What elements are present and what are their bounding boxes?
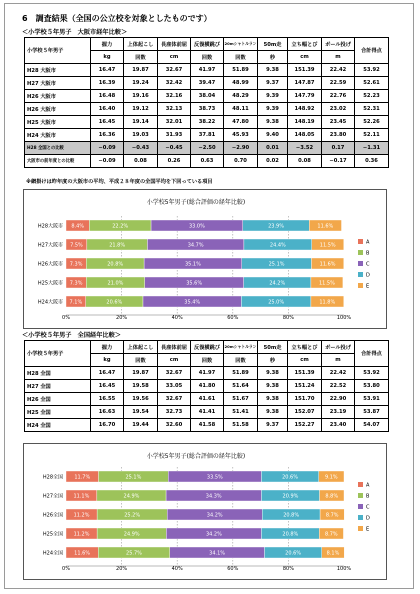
legend-label: E: [366, 526, 370, 533]
header-row: [25, 341, 389, 354]
row-label: H24 全国: [25, 419, 91, 432]
legend-swatch-E: [358, 526, 363, 531]
table-cell: 53.80: [355, 380, 389, 393]
table-cell: 32.60: [158, 419, 191, 432]
header-row: [25, 38, 389, 51]
table-row: [25, 116, 389, 129]
table-cell: 0.17: [322, 142, 355, 155]
segment-value-label: 24.4%: [269, 242, 286, 249]
table-cell: 152.27: [288, 419, 322, 432]
legend-label: A: [366, 239, 370, 246]
segment-value-label: 20.6%: [282, 474, 299, 481]
unit-cell: kg: [91, 354, 124, 367]
row-label: H27 大阪市: [25, 77, 91, 90]
table-cell: −2.50: [191, 142, 224, 155]
column-header: 50m走: [258, 38, 288, 51]
segment-value-label: 20.8%: [107, 261, 124, 268]
table-cell: 147.87: [288, 77, 322, 90]
category-label: H24大阪市: [37, 299, 63, 306]
table-cell: 19.56: [124, 393, 158, 406]
table-row: [25, 380, 389, 393]
table-cell: 19.54: [124, 406, 158, 419]
segment-value-label: 9.1%: [324, 474, 338, 481]
category-label: H28大阪市: [37, 223, 63, 230]
category-label: H24全国: [42, 550, 63, 557]
table-cell: 16.45: [91, 116, 124, 129]
unit-cell: cm: [288, 354, 322, 367]
table-cell: 32.67: [158, 367, 191, 380]
category-label: H25大阪市: [37, 280, 63, 287]
table-cell: 9.38: [258, 406, 288, 419]
segment-value-label: 25.1%: [268, 261, 285, 268]
table-cell: 9.38: [258, 393, 288, 406]
table-cell: 48.99: [224, 77, 258, 90]
column-header: 反復横跳び: [191, 38, 224, 51]
table-cell: 32.67: [158, 393, 191, 406]
chart-title: 小学校5年男子(総合評価の経年比較): [146, 453, 246, 460]
segment-value-label: 8.7%: [324, 531, 338, 538]
x-axis-tick-label: 80%: [282, 566, 294, 572]
table-cell: 48.11: [224, 103, 258, 116]
osaka-yearly-table: [24, 37, 389, 168]
x-axis-tick-label: 60%: [227, 566, 239, 572]
table-cell: 51.67: [224, 393, 258, 406]
segment-value-label: 22.2%: [112, 223, 129, 230]
segment-value-label: 11.7%: [74, 474, 91, 481]
segment-value-label: 34.2%: [206, 512, 223, 519]
segment-value-label: 25.2%: [124, 512, 141, 519]
table-cell: 31.93: [158, 129, 191, 142]
table-cell: 151.39: [288, 64, 322, 77]
column-header: 20mシャトルラン: [224, 341, 258, 354]
table-cell: 0.08: [288, 155, 322, 168]
table-cell: 16.70: [91, 419, 124, 432]
row-label: H25 全国: [25, 406, 91, 419]
table-cell: 22.90: [322, 393, 355, 406]
segment-value-label: 11.6%: [319, 261, 336, 268]
table-cell: 41.97: [191, 64, 224, 77]
unit-cell: m: [322, 354, 355, 367]
table-corner-label: 小学校５年男子: [25, 38, 91, 64]
segment-value-label: 20.6%: [106, 299, 123, 306]
row-label: H28 大阪市: [25, 64, 91, 77]
table-cell: 148.19: [288, 116, 322, 129]
segment-value-label: 21.0%: [107, 280, 124, 287]
x-axis-tick-label: 100%: [336, 566, 352, 572]
table-cell: 19.44: [124, 419, 158, 432]
table-cell: 32.13: [158, 103, 191, 116]
segment-value-label: 24.9%: [123, 531, 140, 538]
table-cell: 32.42: [158, 77, 191, 90]
segment-value-label: 8.1%: [326, 550, 340, 557]
unit-cell: kg: [91, 51, 124, 64]
segment-value-label: 7.3%: [69, 280, 83, 287]
chart-title: 小学校5年男子(総合評価の経年比較): [146, 199, 246, 206]
table-cell: 22.42: [322, 64, 355, 77]
row-label: H27 全国: [25, 380, 91, 393]
table-cell: 32.01: [158, 116, 191, 129]
segment-value-label: 8.8%: [325, 493, 339, 500]
table-cell: 33.05: [158, 380, 191, 393]
table-cell: 52.61: [355, 77, 389, 90]
table-cell: 23.02: [322, 103, 355, 116]
category-label: H27大阪市: [37, 242, 63, 249]
table-cell: 53.91: [355, 393, 389, 406]
table-row: [25, 64, 389, 77]
column-header: 立ち幅とび: [288, 38, 322, 51]
table-cell: 41.97: [191, 367, 224, 380]
segment-value-label: 11.6%: [317, 223, 334, 230]
table-cell: 16.36: [91, 129, 124, 142]
page-title: 6 調査結果（全国の公立校を対象としたものです）: [22, 14, 212, 23]
category-label: H28全国: [42, 474, 63, 481]
chart1-svg: [24, 190, 386, 328]
category-label: H27全国: [42, 493, 63, 500]
table-cell: 53.87: [355, 406, 389, 419]
segment-value-label: 24.2%: [269, 280, 286, 287]
category-label: H25全国: [42, 531, 63, 538]
table-cell: 51.41: [224, 406, 258, 419]
column-header: 長座体前屈: [158, 341, 191, 354]
legend-label: D: [366, 515, 370, 522]
table-row: [25, 103, 389, 116]
table-cell: 9.38: [258, 380, 288, 393]
table-row: [25, 367, 389, 380]
table-cell: 16.39: [91, 77, 124, 90]
table-cell: 151.24: [288, 380, 322, 393]
table-cell: 0.63: [191, 155, 224, 168]
table-cell: 16.55: [91, 393, 124, 406]
table-cell: 0.08: [124, 155, 158, 168]
legend-swatch-C: [358, 504, 363, 509]
column-header: ボール投げ: [322, 341, 355, 354]
table-row: [25, 142, 389, 155]
x-axis-tick-label: 0%: [62, 315, 70, 321]
column-header: 上体起こし: [124, 38, 158, 51]
table-cell: 19.12: [124, 103, 158, 116]
category-label: H26大阪市: [37, 261, 63, 268]
table-cell: −0.43: [124, 142, 158, 155]
table-cell: 9.39: [258, 103, 288, 116]
table-row: [25, 406, 389, 419]
table-cell: 51.58: [224, 419, 258, 432]
table-cell: 54.07: [355, 419, 389, 432]
unit-cell: 秒: [258, 354, 288, 367]
table-cell: 52.31: [355, 103, 389, 116]
table-cell: 19.14: [124, 116, 158, 129]
segment-value-label: 33.0%: [188, 223, 205, 230]
legend-swatch-A: [358, 482, 363, 487]
segment-value-label: 11.5%: [318, 280, 335, 287]
segment-value-label: 7.3%: [69, 261, 83, 268]
column-header: 立ち幅とび: [288, 341, 322, 354]
segment-value-label: 8.7%: [325, 512, 339, 519]
x-axis-tick-label: 80%: [282, 315, 294, 321]
segment-value-label: 35.4%: [184, 299, 201, 306]
table-cell: 147.79: [288, 90, 322, 103]
table-cell: 151.39: [288, 367, 322, 380]
table-cell: 0.01: [258, 142, 288, 155]
table-row: [25, 90, 389, 103]
shading-note: ※網掛けは昨年度の大阪市の平均、平成２８年度の全国平均を下回っている項目: [26, 179, 213, 185]
column-header: ボール投げ: [322, 38, 355, 51]
table-row: [25, 129, 389, 142]
legend-swatch-D: [358, 515, 363, 520]
table-cell: 45.93: [224, 129, 258, 142]
table-cell: −2.90: [224, 142, 258, 155]
legend-label: B: [366, 493, 370, 500]
row-label: H26 大阪市: [25, 103, 91, 116]
segment-value-label: 7.1%: [69, 299, 83, 306]
row-label: H28 全国との比較: [25, 142, 91, 155]
table-cell: 38.73: [191, 103, 224, 116]
x-axis-tick-label: 20%: [116, 315, 128, 321]
table-cell: 16.48: [91, 90, 124, 103]
table-cell: 9.37: [258, 419, 288, 432]
unit-cell: cm: [158, 51, 191, 64]
table-cell: 47.80: [224, 116, 258, 129]
table-cell: 9.38: [258, 116, 288, 129]
segment-value-label: 35.6%: [186, 280, 203, 287]
table-cell: 19.87: [124, 367, 158, 380]
segment-value-label: 20.8%: [282, 531, 299, 538]
x-axis-tick-label: 40%: [171, 315, 183, 321]
table-cell: 32.73: [158, 406, 191, 419]
table-cell: 9.38: [258, 64, 288, 77]
table-cell: 51.89: [224, 367, 258, 380]
table-cell: −0.17: [322, 155, 355, 168]
unit-cell: 回数: [224, 51, 258, 64]
segment-value-label: 11.5%: [319, 242, 336, 249]
row-label: H28 全国: [25, 367, 91, 380]
legend-swatch-C: [358, 261, 363, 266]
segment-value-label: 25.0%: [268, 299, 285, 306]
legend-label: E: [366, 283, 370, 290]
row-label: 大阪市の前年度との比較: [25, 155, 91, 168]
segment-value-label: 35.1%: [184, 261, 201, 268]
table-cell: 22.52: [322, 380, 355, 393]
segment-value-label: 25.7%: [126, 550, 142, 557]
table-cell: 37.81: [191, 129, 224, 142]
unit-cell: m: [322, 51, 355, 64]
unit-cell: 回数: [191, 51, 224, 64]
segment-value-label: 34.3%: [205, 493, 222, 500]
table-cell: 32.67: [158, 64, 191, 77]
table-cell: 9.39: [258, 90, 288, 103]
table-cell: 22.76: [322, 90, 355, 103]
table-cell: 52.23: [355, 90, 389, 103]
table-cell: 22.59: [322, 77, 355, 90]
table1-section-title: ＜小学校５年男子 大阪市経年比較＞: [22, 29, 128, 36]
table-cell: 16.47: [91, 367, 124, 380]
segment-value-label: 11.6%: [74, 550, 91, 557]
table-cell: 51.89: [224, 64, 258, 77]
segment-value-label: 11.2%: [73, 531, 90, 538]
table-cell: 152.07: [288, 406, 322, 419]
table-cell: −0.09: [91, 155, 124, 168]
legend-label: D: [366, 272, 370, 279]
table-cell: 41.61: [191, 393, 224, 406]
table-row: [25, 393, 389, 406]
table-cell: −3.52: [288, 142, 322, 155]
national-rating-chart: [23, 443, 387, 580]
x-axis-tick-label: 60%: [227, 315, 239, 321]
table-row: [25, 155, 389, 168]
legend-swatch-E: [358, 283, 363, 288]
unit-cell: 回数: [124, 354, 158, 367]
column-header: 握力: [91, 341, 124, 354]
row-label: H26 大阪市: [25, 90, 91, 103]
table-cell: 52.11: [355, 129, 389, 142]
unit-cell: 回数: [224, 354, 258, 367]
legend-label: A: [366, 482, 370, 489]
unit-cell: 回数: [124, 51, 158, 64]
unit-cell: 秒: [258, 51, 288, 64]
table-cell: 23.45: [322, 116, 355, 129]
column-header: 長座体前屈: [158, 38, 191, 51]
table-cell: 0.02: [258, 155, 288, 168]
table-cell: 151.70: [288, 393, 322, 406]
legend-swatch-B: [358, 250, 363, 255]
table-cell: 148.92: [288, 103, 322, 116]
unit-cell: cm: [158, 354, 191, 367]
table-cell: 16.47: [91, 64, 124, 77]
table-cell: −0.45: [158, 142, 191, 155]
column-header: 20mシャトルラン: [224, 38, 258, 51]
segment-value-label: 23.9%: [268, 223, 284, 230]
table-cell: 9.40: [258, 129, 288, 142]
national-yearly-table: [24, 340, 389, 432]
segment-value-label: 7.5%: [70, 242, 83, 249]
table-cell: 148.05: [288, 129, 322, 142]
segment-value-label: 34.1%: [209, 550, 226, 557]
x-axis-tick-label: 0%: [62, 566, 70, 572]
table-cell: 16.63: [91, 406, 124, 419]
column-header: 上体起こし: [124, 341, 158, 354]
table-cell: 23.80: [322, 129, 355, 142]
segment-value-label: 34.2%: [205, 531, 222, 538]
table-cell: 48.29: [224, 90, 258, 103]
table-cell: 0.70: [224, 155, 258, 168]
legend-swatch-A: [358, 239, 363, 244]
segment-value-label: 34.7%: [187, 242, 204, 249]
table-cell: 0.36: [355, 155, 389, 168]
table-cell: 22.42: [322, 367, 355, 380]
row-label: H24 大阪市: [25, 129, 91, 142]
x-axis-tick-label: 20%: [116, 566, 128, 572]
table2-section-title: ＜小学校５年男子 全国経年比較＞: [22, 332, 121, 339]
segment-value-label: 33.5%: [206, 474, 223, 481]
column-header: 50m走: [258, 341, 288, 354]
column-header: 握力: [91, 38, 124, 51]
row-label: H26 全国: [25, 393, 91, 406]
segment-value-label: 11.2%: [73, 512, 90, 519]
segment-value-label: 8.4%: [71, 223, 85, 230]
segment-value-label: 24.9%: [123, 493, 140, 500]
chart2-svg: [24, 444, 386, 579]
table-cell: 32.16: [158, 90, 191, 103]
table-cell: 41.41: [191, 406, 224, 419]
osaka-rating-chart: [23, 189, 387, 329]
column-header: 合計得点: [355, 38, 389, 64]
segment-value-label: 11.1%: [73, 493, 90, 500]
table-cell: 39.47: [191, 77, 224, 90]
x-axis-tick-label: 40%: [171, 566, 183, 572]
table-cell: 19.87: [124, 64, 158, 77]
table-cell: −1.31: [355, 142, 389, 155]
row-label: H25 大阪市: [25, 116, 91, 129]
column-header: 合計得点: [355, 341, 389, 367]
table-cell: 16.45: [91, 380, 124, 393]
table-cell: −0.09: [91, 142, 124, 155]
table-cell: 9.37: [258, 77, 288, 90]
table-cell: 19.16: [124, 90, 158, 103]
segment-value-label: 20.6%: [285, 550, 302, 557]
segment-value-label: 11.8%: [319, 299, 336, 306]
table-cell: 53.92: [355, 64, 389, 77]
table-cell: 19.24: [124, 77, 158, 90]
table-cell: 9.38: [258, 367, 288, 380]
legend-label: C: [366, 504, 370, 511]
table-cell: 0.26: [158, 155, 191, 168]
unit-cell: 回数: [191, 354, 224, 367]
category-label: H26全国: [42, 512, 63, 519]
x-axis-tick-label: 100%: [336, 315, 352, 321]
table-cell: 53.92: [355, 367, 389, 380]
table-cell: 23.19: [322, 406, 355, 419]
table-cell: 19.58: [124, 380, 158, 393]
table-cell: 23.40: [322, 419, 355, 432]
segment-value-label: 20.8%: [283, 512, 300, 519]
table-cell: 19.03: [124, 129, 158, 142]
table-row: [25, 77, 389, 90]
table-cell: 38.04: [191, 90, 224, 103]
segment-value-label: 20.9%: [282, 493, 299, 500]
unit-cell: cm: [288, 51, 322, 64]
table-cell: 16.40: [91, 103, 124, 116]
table-cell: 38.22: [191, 116, 224, 129]
table-row: [25, 419, 389, 432]
segment-value-label: 25.1%: [125, 474, 142, 481]
table-cell: 41.58: [191, 419, 224, 432]
legend-swatch-D: [358, 272, 363, 277]
legend-label: C: [366, 261, 370, 268]
table-cell: 41.80: [191, 380, 224, 393]
table-cell: 51.64: [224, 380, 258, 393]
table-cell: 52.26: [355, 116, 389, 129]
segment-value-label: 21.8%: [109, 242, 126, 249]
table-corner-label: 小学校５年男子: [25, 341, 91, 367]
column-header: 反復横跳び: [191, 341, 224, 354]
legend-swatch-B: [358, 493, 363, 498]
legend-label: B: [366, 250, 370, 257]
